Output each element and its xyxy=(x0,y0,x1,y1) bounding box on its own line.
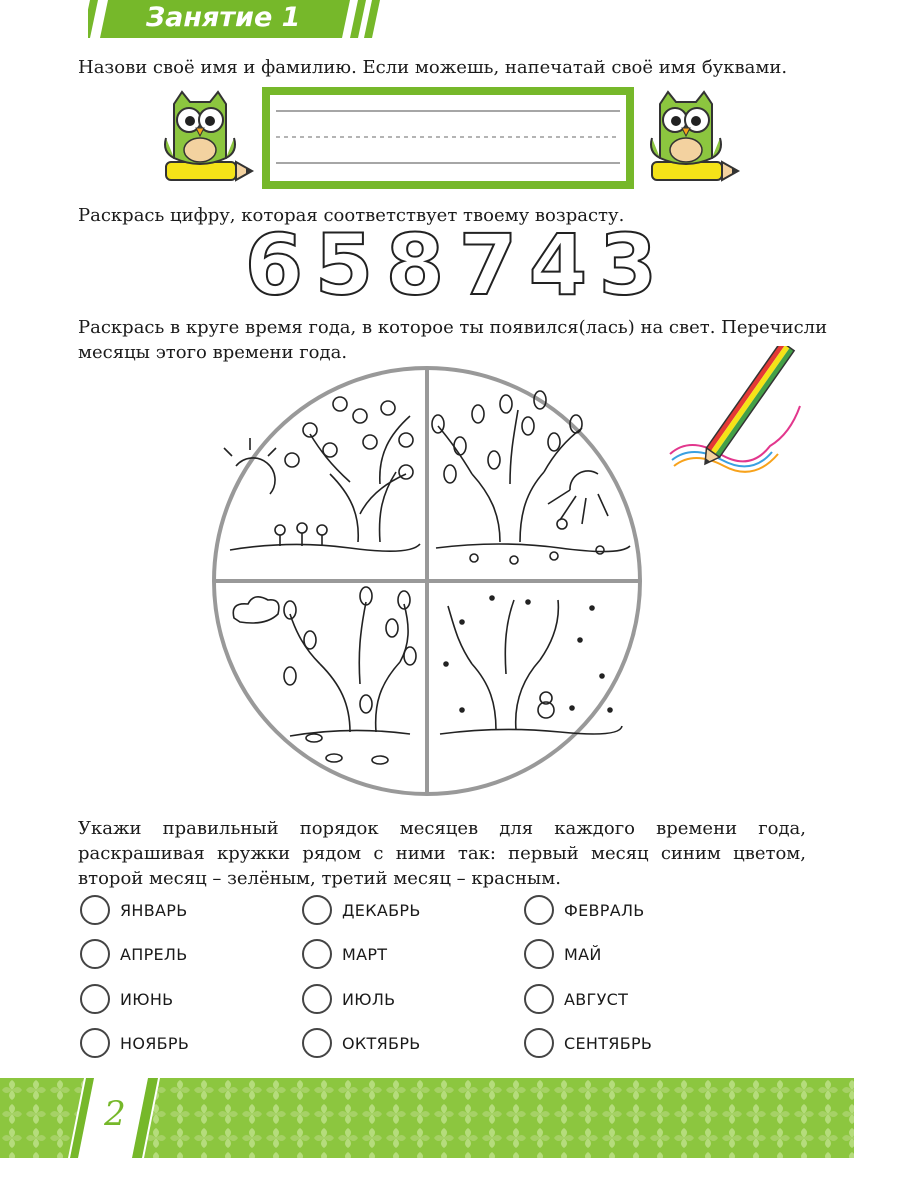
month-label: МАРТ xyxy=(342,944,388,964)
task1-instruction: Назови своё имя и фамилию. Если можешь, напечатай своё имя буквами. xyxy=(78,57,788,78)
month-item[interactable] xyxy=(524,981,628,1017)
month-label: МАЙ xyxy=(564,944,602,964)
month-item[interactable] xyxy=(302,1025,421,1061)
digit-outline[interactable]: 7 xyxy=(458,216,518,314)
month-item[interactable] xyxy=(80,936,188,972)
autumn-quadrant[interactable] xyxy=(233,587,416,764)
month-circle[interactable] xyxy=(302,1028,332,1058)
month-item[interactable] xyxy=(524,1025,652,1061)
month-item[interactable] xyxy=(80,981,173,1017)
month-circle[interactable] xyxy=(302,984,332,1014)
month-label: СЕНТЯБРЬ xyxy=(564,1033,653,1053)
spring-quadrant[interactable] xyxy=(224,397,420,551)
digit-outline[interactable]: 8 xyxy=(385,216,445,314)
month-item[interactable] xyxy=(80,1025,189,1061)
task2-instruction: Раскрась цифру, которая соответствует твоему возрасту. xyxy=(78,205,625,226)
summer-quadrant[interactable] xyxy=(432,391,630,564)
seasons-circle[interactable] xyxy=(210,364,644,798)
month-circle[interactable] xyxy=(80,895,110,925)
month-label: АПРЕЛЬ xyxy=(120,944,188,964)
month-label: ОКТЯБРЬ xyxy=(342,1033,421,1053)
month-circle[interactable] xyxy=(524,895,554,925)
month-item[interactable] xyxy=(302,936,387,972)
month-item[interactable] xyxy=(524,936,602,972)
month-item[interactable] xyxy=(302,892,421,928)
month-label: АВГУСТ xyxy=(564,989,629,1009)
rainbow-pencil-icon xyxy=(660,346,810,481)
month-label: ЯНВАРЬ xyxy=(120,900,188,920)
month-circle[interactable] xyxy=(302,895,332,925)
page-number: 2 xyxy=(104,1094,126,1134)
month-circle[interactable] xyxy=(302,939,332,969)
month-label: НОЯБРЬ xyxy=(120,1033,190,1053)
month-label: ДЕКАБРЬ xyxy=(342,900,421,920)
month-label: ИЮЛЬ xyxy=(342,989,396,1009)
month-label: ИЮНЬ xyxy=(120,989,174,1009)
owl-left-icon xyxy=(160,88,256,188)
month-circle[interactable] xyxy=(524,984,554,1014)
month-circle[interactable] xyxy=(80,984,110,1014)
digit-outline[interactable]: 5 xyxy=(314,216,374,314)
month-circle[interactable] xyxy=(524,1028,554,1058)
month-circle[interactable] xyxy=(524,939,554,969)
task3-instruction-line1: Раскрась в круге время года, в которое ты появился(лась) на свет. Перечисли xyxy=(78,317,828,338)
task4-instruction: Укажи правильный порядок месяцев для каждого времени года, раскрашивая кружки рядом с ними так: первый месяц синим цветом, второй месяц – зелёным, третий месяц – красным. xyxy=(78,818,806,889)
owl-right-icon xyxy=(646,88,742,188)
month-item[interactable] xyxy=(524,892,645,928)
month-label: ФЕВРАЛЬ xyxy=(564,900,645,920)
name-writing-box[interactable] xyxy=(262,87,634,189)
digit-outline[interactable]: 6 xyxy=(244,216,304,314)
digit-outline[interactable]: 4 xyxy=(528,216,588,314)
month-circle[interactable] xyxy=(80,939,110,969)
lesson-title: Занятие 1 xyxy=(146,2,301,33)
month-circle[interactable] xyxy=(80,1028,110,1058)
task3-instruction-line2: месяцы этого времени года. xyxy=(78,342,348,363)
digit-outline[interactable]: 3 xyxy=(598,216,658,314)
month-item[interactable] xyxy=(80,892,188,928)
month-item[interactable] xyxy=(302,981,395,1017)
